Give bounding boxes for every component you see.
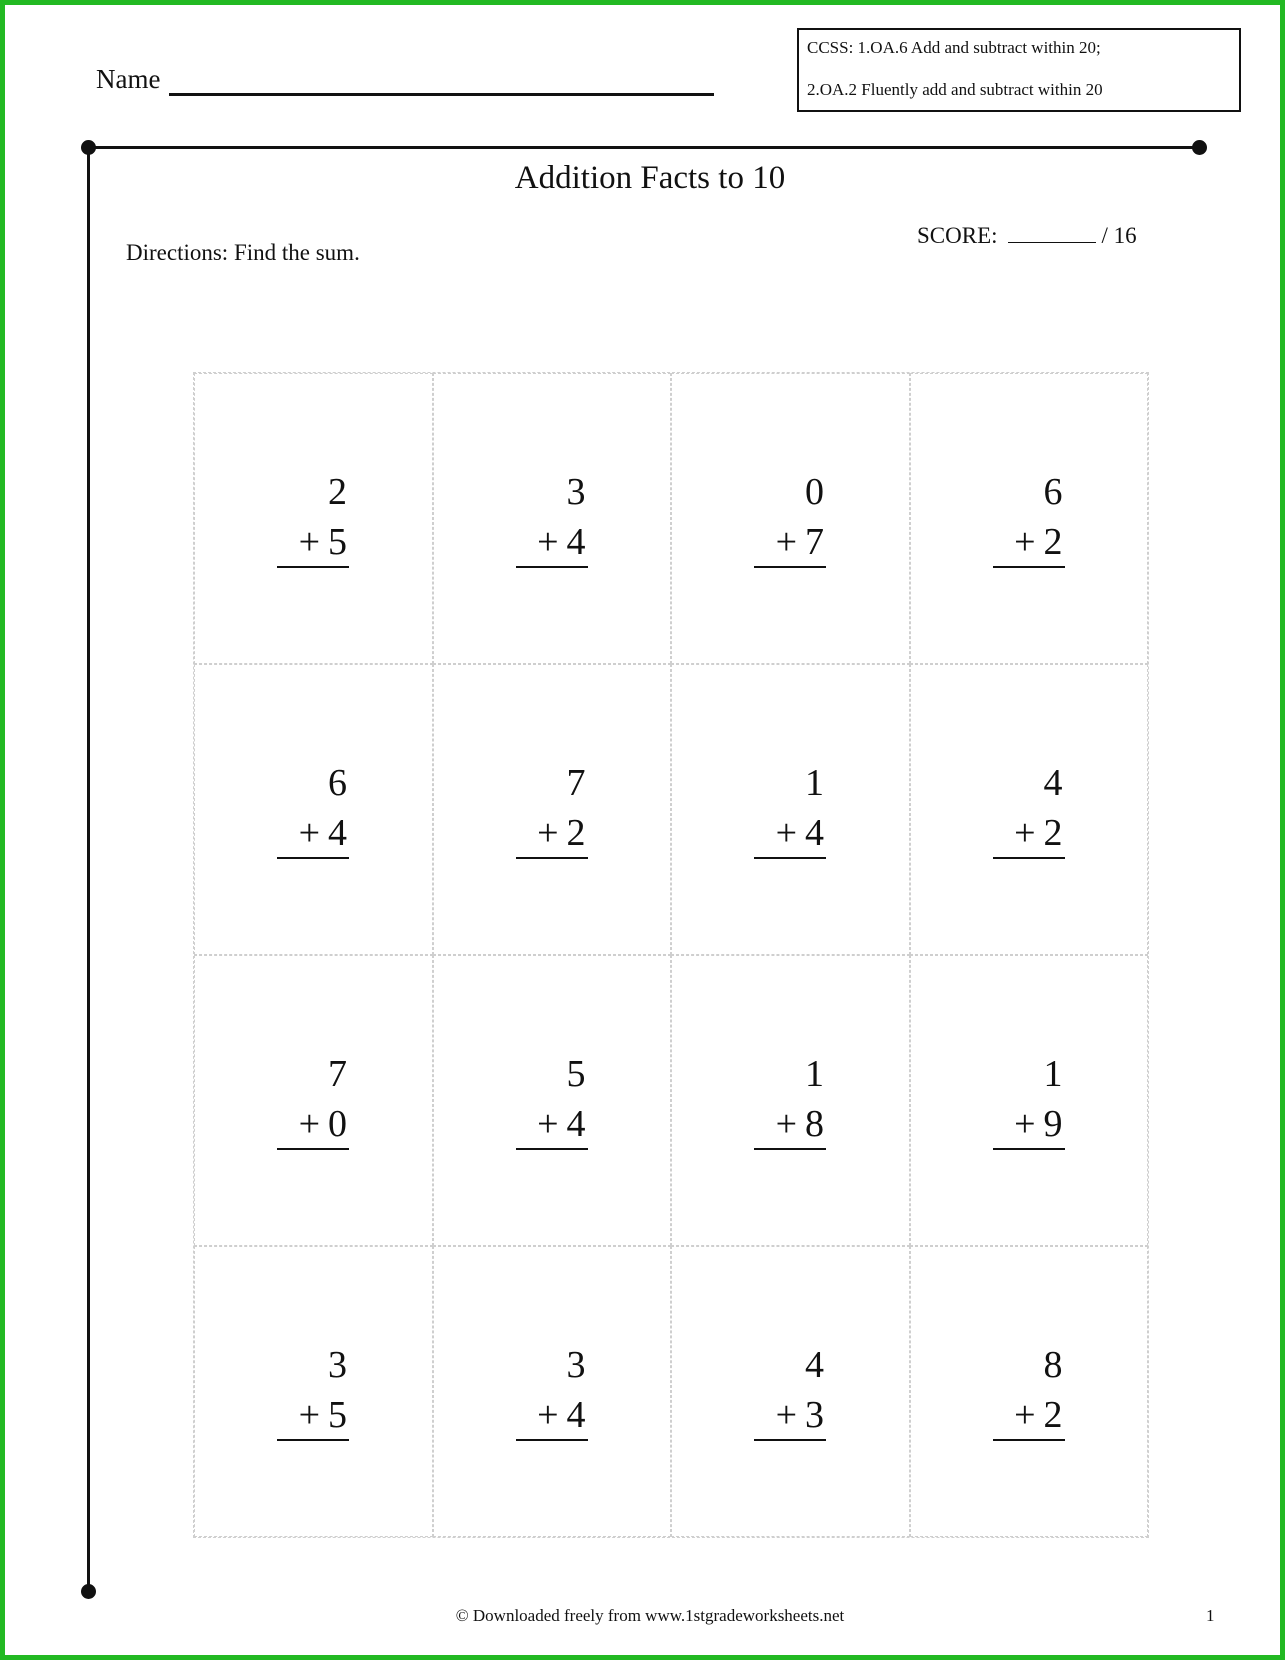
addition-problem [277,757,349,859]
problem-bottom-number: 7 [805,521,824,563]
addition-problem [516,1048,588,1150]
problem-bottom-number: 2 [1043,521,1063,563]
problem-bottom-row [277,1391,349,1441]
plus-operator: + [1014,812,1036,854]
plus-operator: + [298,1394,320,1436]
problem-cell [671,955,910,1246]
name-line [169,93,714,96]
problem-bottom-row [516,809,588,859]
addition-problem [277,1339,349,1441]
problem-grid [193,372,1149,1538]
problem-top-number: 0 [805,471,824,513]
problem-bottom-number: 2 [1043,812,1063,854]
plus-operator: + [1014,1394,1036,1436]
plus-operator: + [775,1394,797,1436]
problem-bottom-number: 3 [805,1394,824,1436]
plus-operator: + [537,521,559,563]
problem-top-number: 6 [1043,471,1063,513]
addition-problem [754,466,826,568]
corner-dot-top-left [81,140,96,155]
problem-cell [910,373,1149,664]
addition-problem [993,1048,1065,1150]
addition-problem [993,1339,1065,1441]
addition-problem [516,1339,588,1441]
problem-cell [433,373,672,664]
problem-cell [194,955,433,1246]
addition-problem [754,1339,826,1441]
directions-text: Directions: Find the sum. [126,240,360,265]
plus-operator: + [1014,1103,1036,1145]
problem-bottom-row [516,1391,588,1441]
problem-top-number: 7 [328,1053,347,1095]
problem-cell [433,664,672,955]
problem-bottom-row [516,518,588,568]
ccss-standards-box [797,28,1241,112]
problem-bottom-number: 4 [805,812,824,854]
corner-dot-top-right [1192,140,1207,155]
problem-cell [910,1246,1149,1537]
problem-bottom-row [516,1100,588,1150]
plus-operator: + [298,812,320,854]
problem-top-number: 1 [805,762,824,804]
problem-bottom-row [993,809,1065,859]
addition-problem [516,757,588,859]
problem-bottom-number: 2 [1043,1394,1063,1436]
footer-credit: © Downloaded freely from www.1stgradeworksheets.net [455,1606,845,1625]
plus-operator: + [298,1103,320,1145]
problem-bottom-number: 8 [805,1103,824,1145]
problem-cell [910,955,1149,1246]
problem-bottom-number: 4 [566,1394,586,1436]
problem-bottom-row [754,809,826,859]
addition-problem [754,1048,826,1150]
problem-bottom-number: 4 [566,1103,586,1145]
problem-cell [433,955,672,1246]
problem-bottom-number: 5 [328,1394,347,1436]
score-label: SCORE: [917,223,998,248]
addition-problem [516,466,588,568]
problem-cell [910,664,1149,955]
top-rule [88,146,1199,149]
problem-bottom-number: 5 [328,521,347,563]
problem-bottom-number: 4 [328,812,347,854]
problem-top-number: 8 [1043,1344,1063,1386]
problem-bottom-number: 2 [566,812,586,854]
addition-problem [754,757,826,859]
ccss-line-1: CCSS: 1.OA.6 Add and subtract within 20; [807,38,1101,57]
page-title: Addition Facts to 10 [514,160,786,196]
problem-bottom-number: 4 [566,521,586,563]
problem-top-number: 3 [566,471,586,513]
problem-top-number: 3 [566,1344,586,1386]
problem-cell [671,1246,910,1537]
plus-operator: + [537,1394,559,1436]
problem-top-number: 4 [805,1344,824,1386]
page-number: 1 [1206,1606,1215,1625]
problem-cell [433,1246,672,1537]
problem-bottom-row [277,809,349,859]
plus-operator: + [775,1103,797,1145]
plus-operator: + [298,521,320,563]
score-total: / 16 [1101,223,1137,248]
problem-top-number: 6 [328,762,347,804]
problem-top-number: 7 [566,762,586,804]
addition-problem [277,1048,349,1150]
addition-problem [277,466,349,568]
problem-bottom-row [754,518,826,568]
problem-cell [671,373,910,664]
problem-bottom-row [754,1100,826,1150]
ccss-line-2: 2.OA.2 Fluently add and subtract within 20 [807,80,1103,99]
score-blank[interactable] [1008,224,1096,243]
problem-top-number: 3 [328,1344,347,1386]
plus-operator: + [775,812,797,854]
problem-top-number: 5 [566,1053,586,1095]
problem-bottom-row [754,1391,826,1441]
left-rule [87,146,90,1591]
problem-cell [194,373,433,664]
plus-operator: + [1014,521,1036,563]
plus-operator: + [775,521,797,563]
plus-operator: + [537,1103,559,1145]
plus-operator: + [537,812,559,854]
corner-dot-bottom-left [81,1584,96,1599]
problem-top-number: 1 [1043,1053,1063,1095]
problem-bottom-row [277,1100,349,1150]
problem-bottom-row [993,1391,1065,1441]
problem-top-number: 2 [328,471,347,513]
problem-bottom-row [993,1100,1065,1150]
name-label: Name [96,64,161,94]
problem-cell [671,664,910,955]
problem-bottom-row [277,518,349,568]
problem-cell [194,664,433,955]
addition-problem [993,466,1065,568]
problem-bottom-number: 9 [1043,1103,1063,1145]
problem-bottom-row [993,518,1065,568]
problem-top-number: 4 [1043,762,1063,804]
score-area [917,223,1137,249]
problem-bottom-number: 0 [328,1103,347,1145]
addition-problem [993,757,1065,859]
problem-top-number: 1 [805,1053,824,1095]
problem-cell [194,1246,433,1537]
